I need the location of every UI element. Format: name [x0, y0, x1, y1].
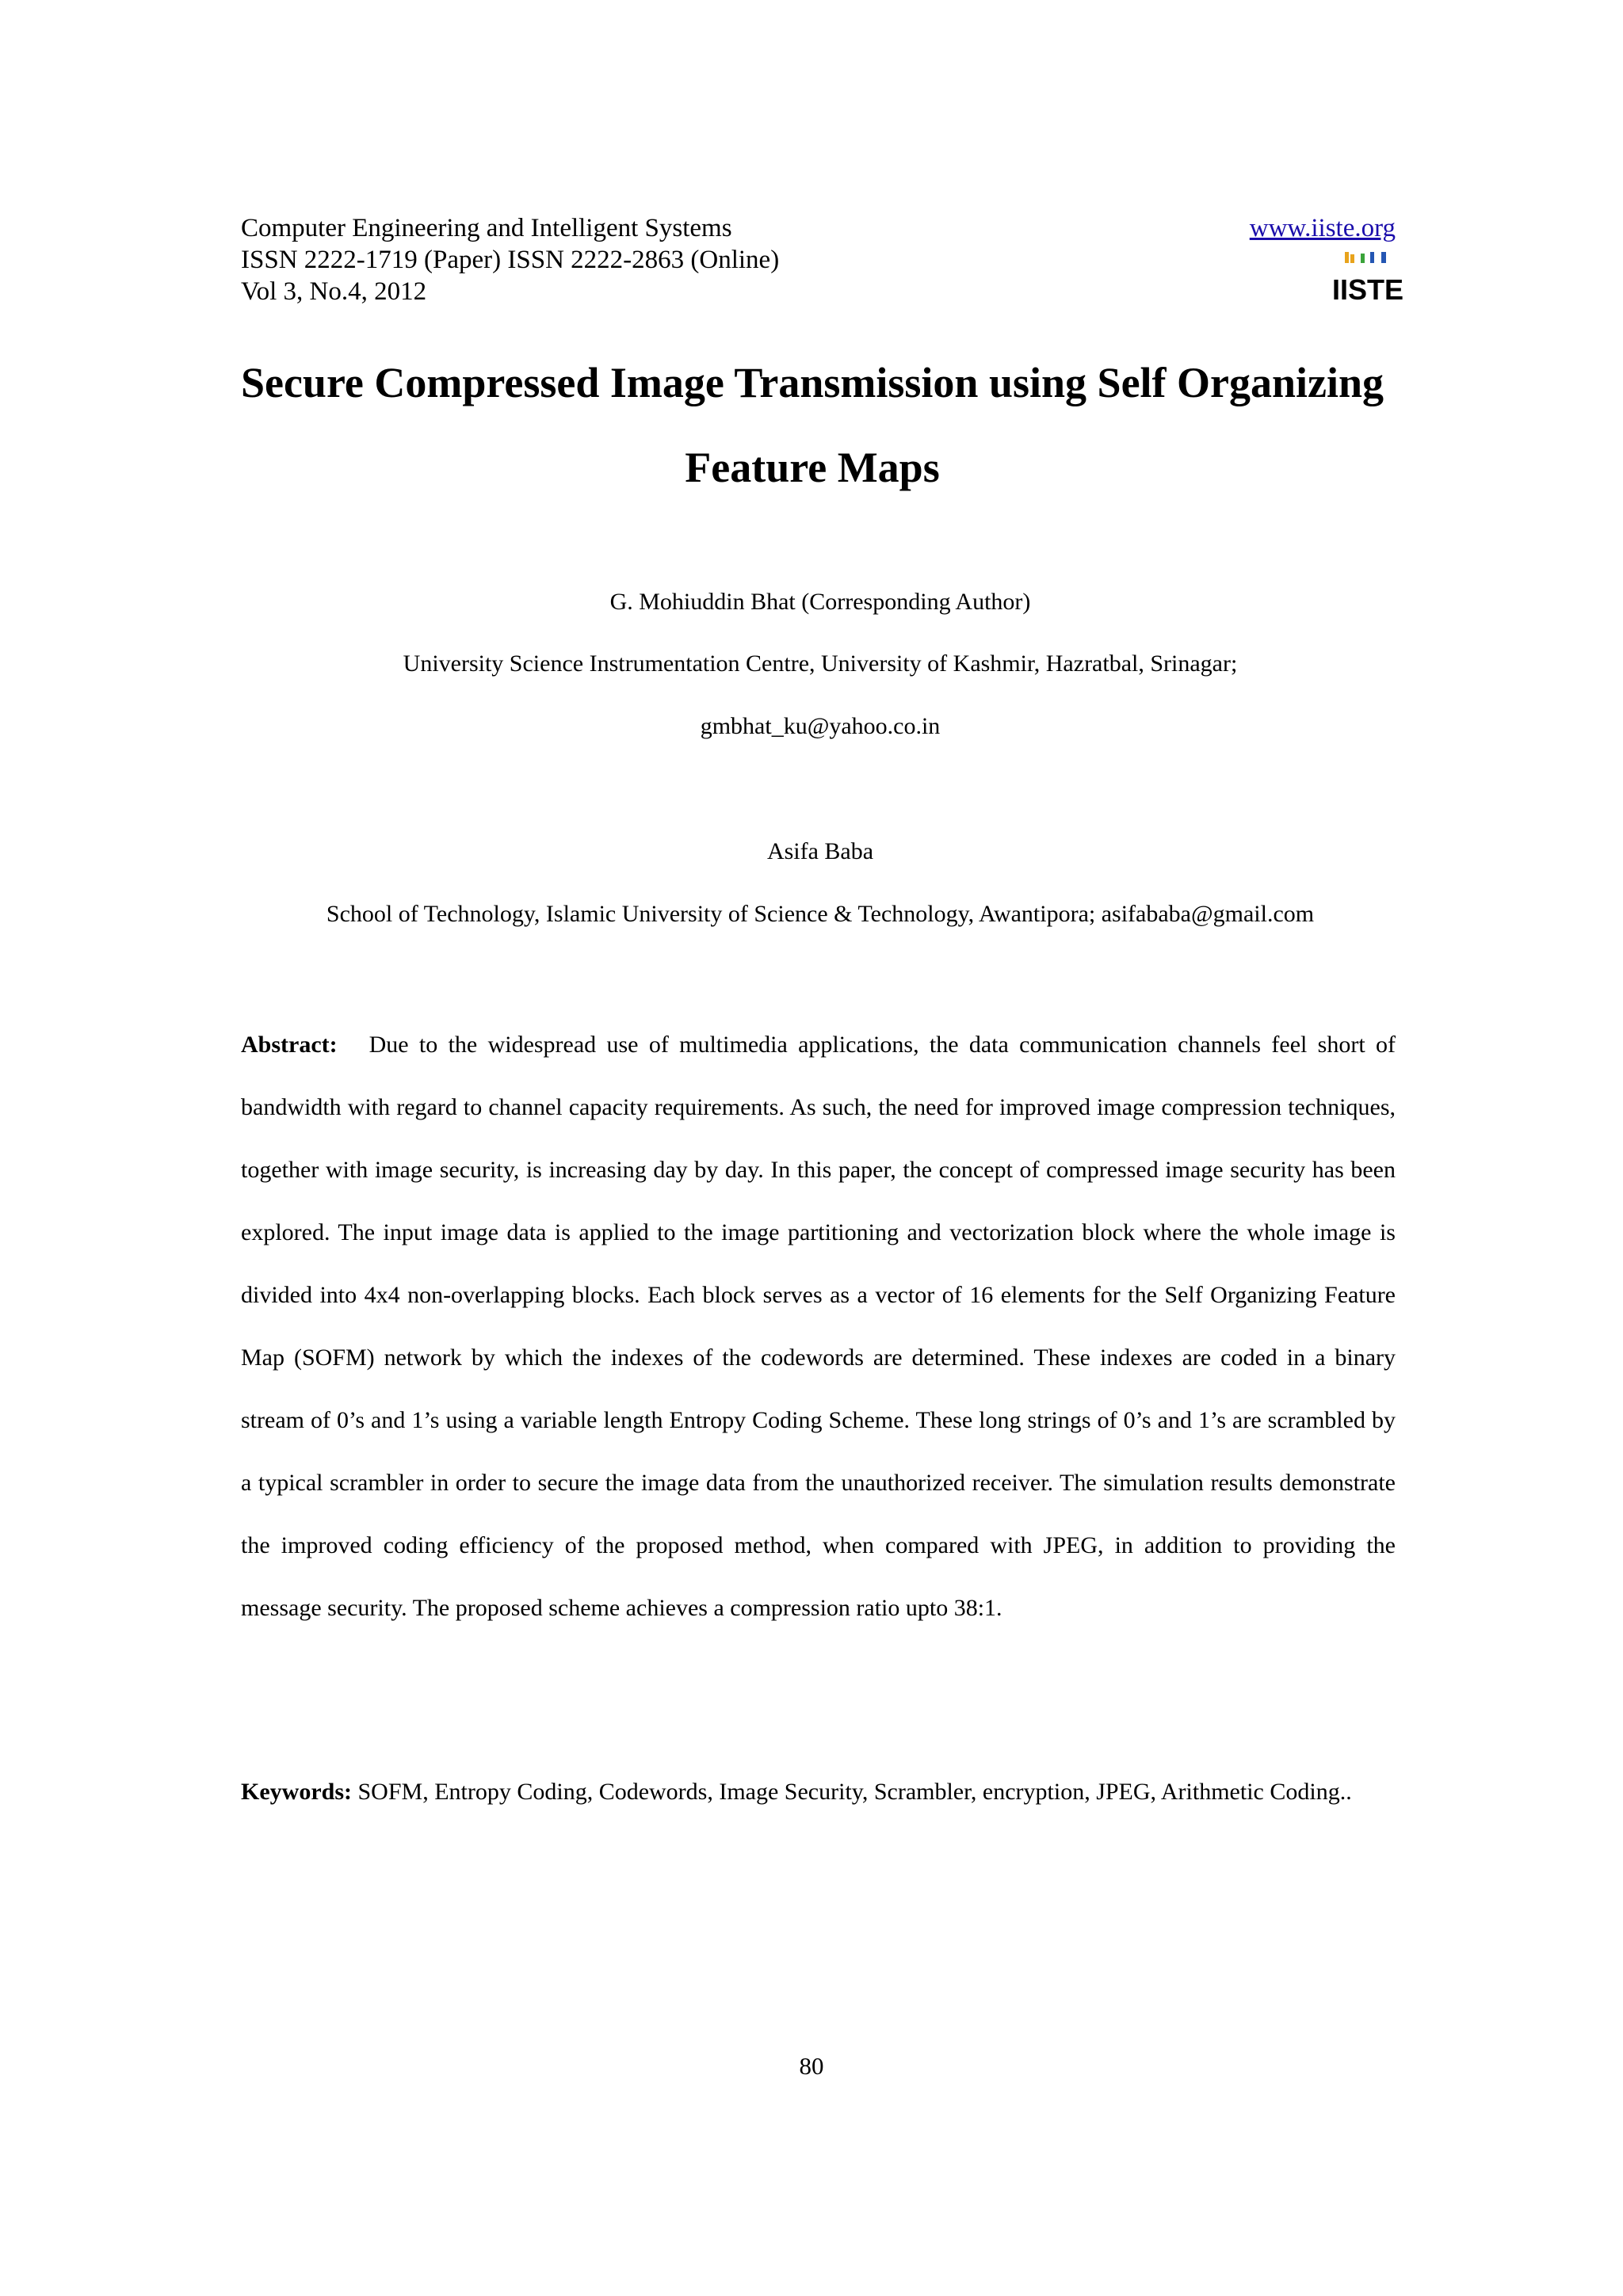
issn-line: ISSN 2222-1719 (Paper) ISSN 2222-2863 (Online)	[241, 246, 780, 274]
author-1-affiliation: University Science Instrumentation Centre, University of Kashmir, Hazratbal, Srinagar;	[403, 650, 1238, 677]
logo-text: IISTE	[1331, 273, 1404, 306]
keywords-label: Keywords:	[241, 1779, 352, 1805]
abstract-text: Due to the widespread use of multimedia applications, the data communication channels feel short of bandwidth with regard to channel capacity requirements. As such, the need for improved image compression techniques, together with image security, is increasing day by day. In this paper, the concept of compressed image security has been explored. The input image data is applied to the image partitioning and vectorization block where the whole image is divided into 4x4 non-overlapping blocks. Each block serves as a vector of 16 elements for the Self Organizing Feature Map (SOFM) network by which the indexes of the codewords are determined. These indexes are coded in a binary stream of 0’s and 1’s using a variable length Entropy Coding Scheme. These long strings of 0’s and 1’s are scrambled by a typical scrambler in order to secure the image data from the unauthorized receiver. The simulation results demonstrate the improved coding efficiency of the proposed method, when compared with JPEG, in addition to providing the message security. The proposed scheme achieves a compression ratio upto 38:1.	[241, 1032, 1396, 1621]
journal-name: Computer Engineering and Intelligent Systems	[241, 214, 732, 242]
keywords-paragraph	[241, 1760, 1396, 1823]
author-1-email: gmbhat_ku@yahoo.co.in	[700, 713, 941, 739]
author-1-name: G. Mohiuddin Bhat (Corresponding Author)	[609, 589, 1031, 615]
page-number: 80	[799, 2052, 824, 2080]
iiste-logo	[1331, 252, 1404, 306]
paper-title-line-1: Secure Compressed Image Transmission using Self Organizing	[240, 359, 1384, 406]
abstract-label: Abstract:	[241, 1032, 338, 1058]
keywords-text: SOFM, Entropy Coding, Codewords, Image Security, Scrambler, encryption, JPEG, Arithmetic Coding..	[357, 1779, 1352, 1805]
website-link[interactable]: www.iiste.org	[1249, 214, 1396, 242]
iiste-logo-icon	[1331, 252, 1404, 306]
paper-title-line-2: Feature Maps	[685, 444, 940, 491]
abstract-paragraph	[241, 1013, 1396, 1639]
author-2-name: Asifa Baba	[766, 838, 874, 864]
author-2-affiliation: School of Technology, Islamic University of Science & Technology, Awantipora; asifababa@gmail.com	[326, 901, 1315, 927]
volume-line: Vol 3, No.4, 2012	[241, 277, 427, 306]
